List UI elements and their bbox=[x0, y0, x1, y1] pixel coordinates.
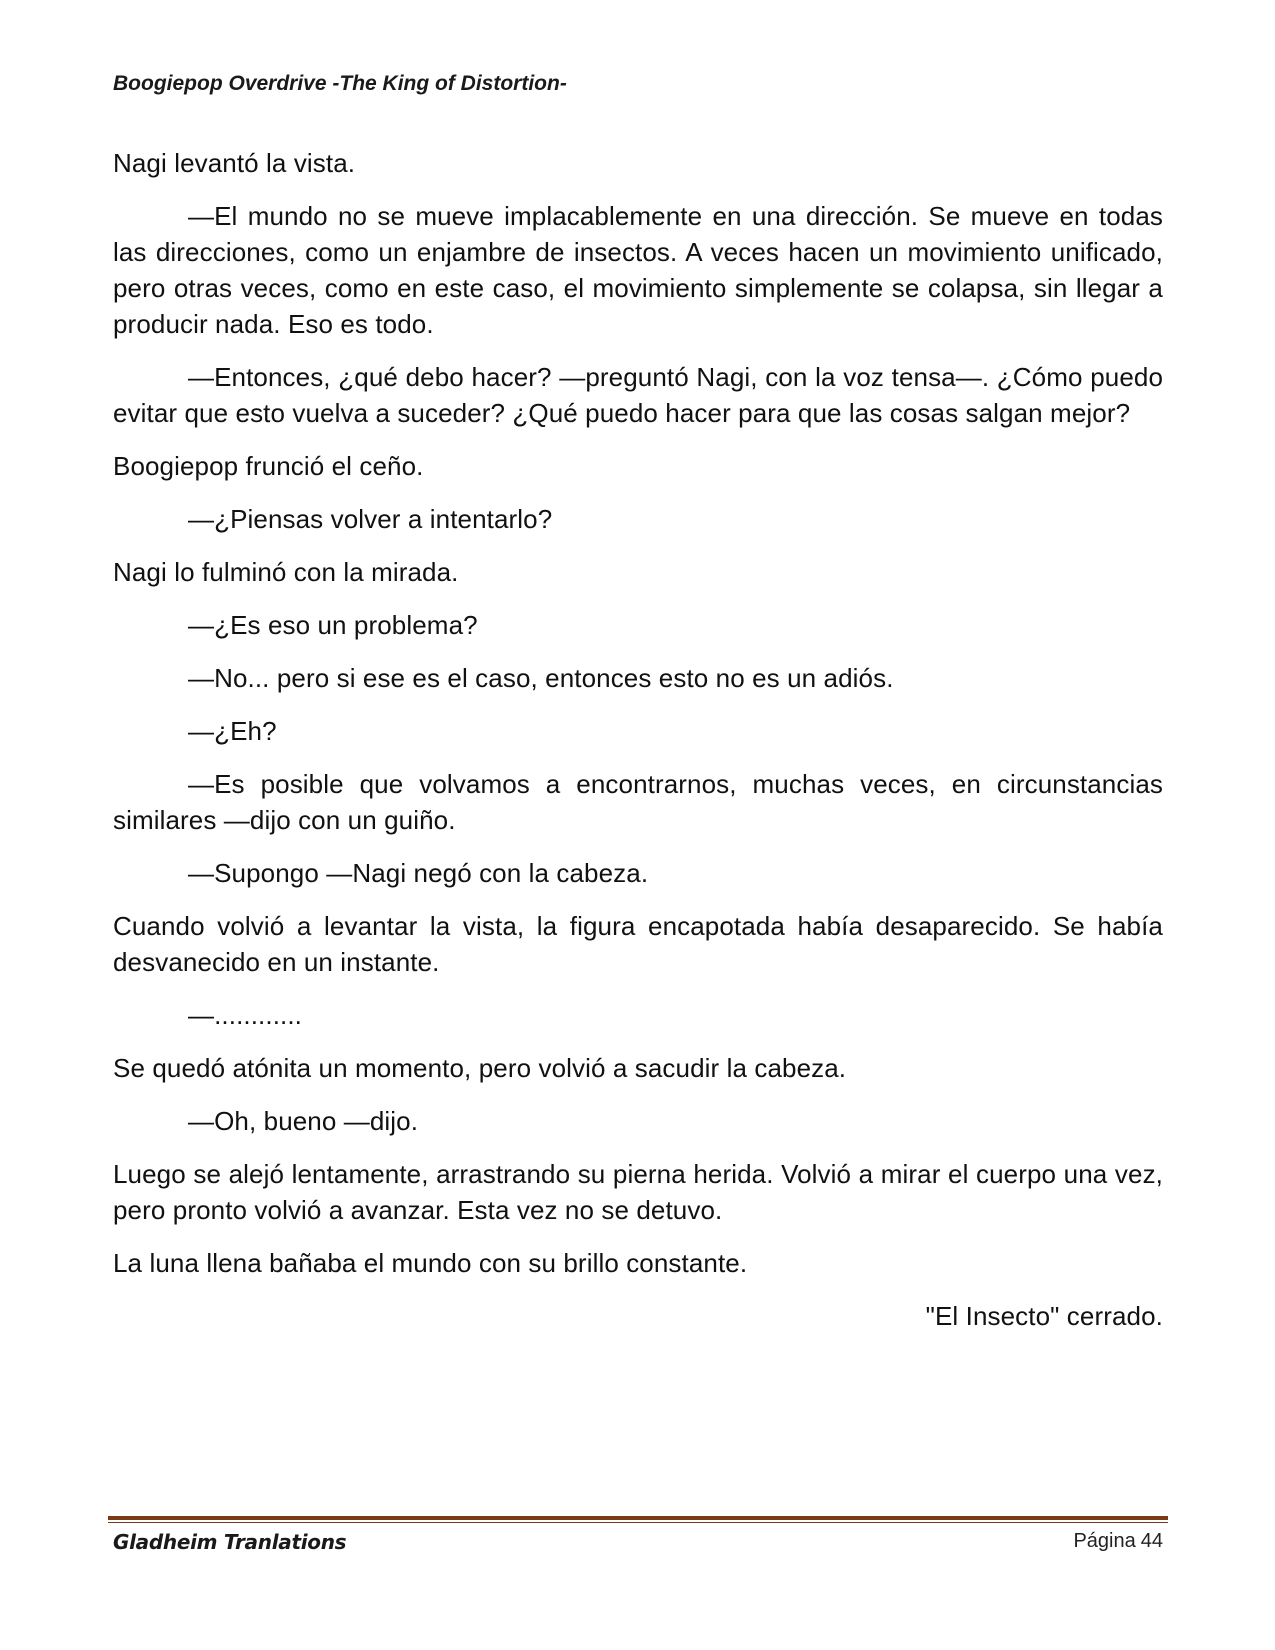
paragraph: —El mundo no se mueve implacablemente en una dirección. Se mueve en todas las direcciones, como un enjambre de insectos. A veces hacen un movimiento unificado, pero otras veces, como en este caso, el movimiento simplemente se colapsa, sin llegar a producir nada. Eso es todo. bbox=[113, 201, 1163, 339]
footer-publisher: Gladheim Tranlations bbox=[113, 1530, 347, 1554]
paragraph: Nagi levantó la vista. bbox=[113, 148, 356, 178]
paragraph: Cuando volvió a levantar la vista, la figura encapotada había desaparecido. Se había desvanecido en un instante. bbox=[113, 911, 1163, 977]
paragraph: Luego se alejó lentamente, arrastrando su pierna herida. Volvió a mirar el cuerpo una vez, pero pronto volvió a avanzar. Esta vez no se detuvo. bbox=[113, 1159, 1163, 1225]
page-header-title: Boogiepop Overdrive -The King of Distortion- bbox=[113, 72, 567, 95]
footer-rule-thin bbox=[108, 1522, 1168, 1523]
paragraph: Nagi lo fulminó con la mirada. bbox=[113, 557, 459, 587]
page-label: Página bbox=[1073, 1530, 1136, 1552]
footer-rule bbox=[108, 1516, 1168, 1520]
paragraph: —............ bbox=[188, 1000, 302, 1030]
paragraph: —¿Es eso un problema? bbox=[188, 610, 478, 640]
paragraph: —¿Piensas volver a intentarlo? bbox=[188, 504, 553, 534]
paragraph: —Entonces, ¿qué debo hacer? —preguntó Nagi, con la voz tensa—. ¿Cómo puedo evitar que esto vuelva a suceder? ¿Qué puedo hacer para que las cosas salgan mejor? bbox=[113, 362, 1163, 428]
footer-page-indicator bbox=[1073, 1530, 1163, 1553]
document-body bbox=[113, 145, 1163, 1351]
paragraph: —Supongo —Nagi negó con la cabeza. bbox=[188, 858, 649, 888]
paragraph: Boogiepop frunció el ceño. bbox=[113, 451, 424, 481]
section-closing-line: "El Insecto" cerrado. bbox=[925, 1301, 1163, 1331]
paragraph: —Es posible que volvamos a encontrarnos, muchas veces, en circunstancias similares —dijo con un guiño. bbox=[113, 769, 1163, 835]
paragraph: Se quedó atónita un momento, pero volvió a sacudir la cabeza. bbox=[113, 1053, 847, 1083]
paragraph: —¿Eh? bbox=[188, 716, 277, 746]
paragraph: —No... pero si ese es el caso, entonces esto no es un adiós. bbox=[188, 663, 894, 693]
paragraph: —Oh, bueno —dijo. bbox=[188, 1106, 419, 1136]
paragraph: La luna llena bañaba el mundo con su brillo constante. bbox=[113, 1248, 748, 1278]
page-number: 44 bbox=[1140, 1530, 1163, 1552]
